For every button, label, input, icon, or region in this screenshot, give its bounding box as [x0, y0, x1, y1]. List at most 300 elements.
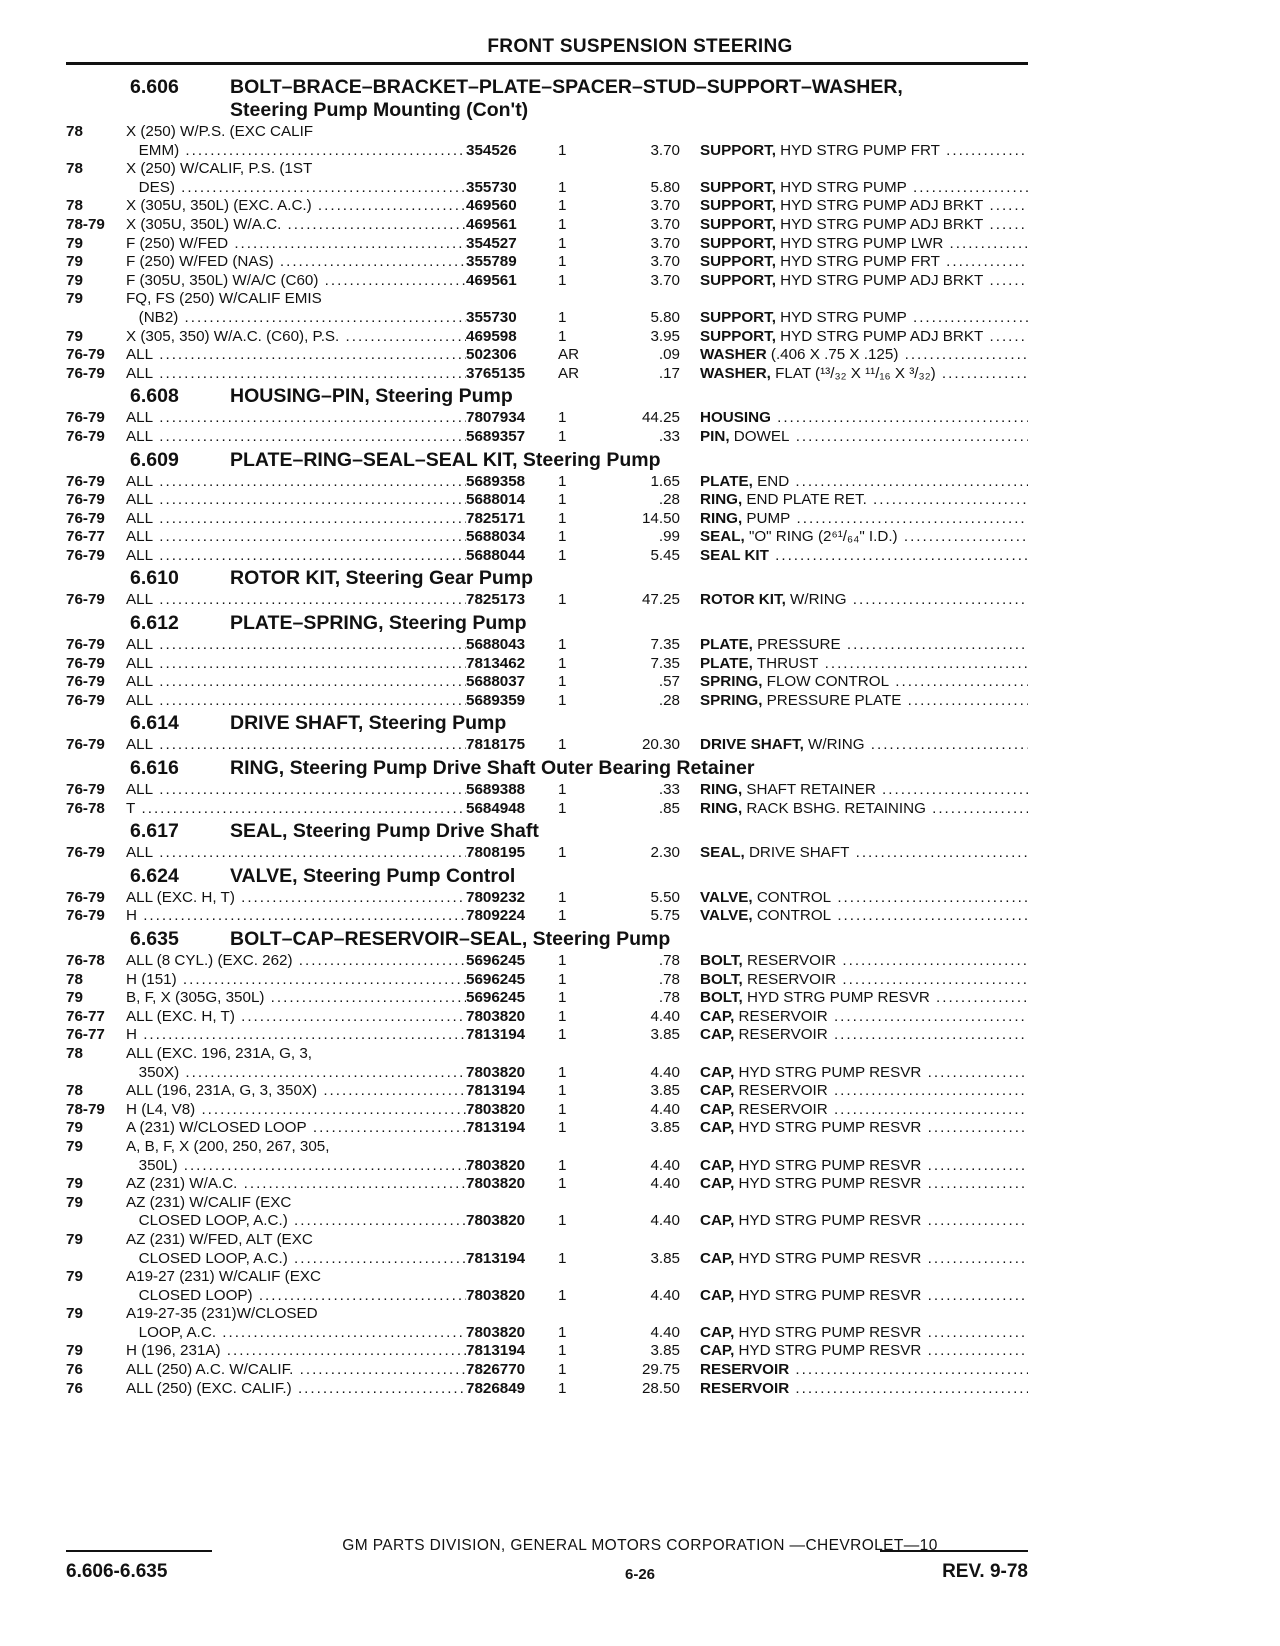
part-name: SEAL KIT: [700, 546, 769, 564]
part-name: CAP,: [700, 1119, 735, 1137]
section-title: VALVE, Steering Pump Control: [230, 864, 516, 887]
application-line: A (231) W/CLOSED LOOP .....: [126, 1119, 466, 1138]
part-number: 7803820: [466, 1156, 526, 1174]
table-row: [66, 216, 1028, 235]
description: [700, 889, 1028, 908]
application-line: ALL .....: [126, 547, 466, 566]
section-number: 6.635: [130, 928, 179, 950]
section-number: 6.610: [130, 567, 179, 590]
description: [700, 309, 1028, 328]
part-name: BOLT,: [700, 989, 743, 1007]
description: [700, 235, 1028, 254]
part-detail: HYD STRG PUMP RESVR: [734, 1212, 922, 1230]
section-title: RING, Steering Pump Drive Shaft Outer Bearing Retainer: [230, 757, 755, 780]
quantity: AR: [558, 364, 580, 382]
model-year: 76-79: [66, 364, 105, 382]
quantity: 1: [558, 1286, 567, 1304]
quantity: 1: [558, 691, 567, 709]
quantity: 1: [558, 215, 567, 233]
price: 4.40: [650, 1156, 680, 1174]
section-heading: [66, 612, 1028, 635]
part-number: 7813194: [466, 1249, 526, 1267]
price: 3.70: [650, 141, 680, 159]
section-number: 6.612: [130, 612, 179, 635]
part-detail: HYD STRG PUMP: [775, 308, 907, 326]
application: [126, 1101, 466, 1120]
model-year: 76-79: [66, 781, 105, 799]
quantity: 1: [558, 781, 567, 799]
part-name: ROTOR KIT,: [700, 591, 786, 609]
application: [126, 1008, 466, 1027]
price: .33: [658, 781, 680, 799]
model-year: 76-79: [66, 888, 105, 906]
table-row: [66, 290, 1028, 327]
price: 44.25: [641, 409, 680, 427]
parts-section: [66, 76, 1028, 383]
part-number: 355730: [466, 178, 517, 196]
part-detail: W/RING: [803, 736, 865, 754]
model-year: 79: [66, 1119, 83, 1137]
application-line: ALL .....: [126, 692, 466, 711]
table-row: [66, 889, 1028, 908]
table-row: [66, 1194, 1028, 1231]
table-row: [66, 235, 1028, 254]
part-number: 7813462: [466, 654, 526, 672]
price: 2.30: [650, 844, 680, 862]
part-detail: HYD STRG PUMP RESVR: [734, 1119, 922, 1137]
application-line: ALL .....: [126, 636, 466, 655]
application: [126, 1380, 466, 1399]
application-line: F (250) W/FED .....: [126, 235, 466, 254]
model-year: 79: [66, 1193, 83, 1211]
application: [126, 123, 466, 160]
part-name: SEAL,: [700, 528, 745, 546]
part-number: 7826770: [466, 1361, 526, 1379]
table-row: [66, 1305, 1028, 1342]
application-line: X (305, 350) W/A.C. (C60), P.S. .....: [126, 328, 466, 347]
part-detail: CONTROL: [752, 888, 832, 906]
part-number: 7803820: [466, 1323, 526, 1341]
price: .28: [658, 691, 680, 709]
application: [126, 889, 466, 908]
table-row: [66, 591, 1028, 610]
application-line: ALL .....: [126, 781, 466, 800]
part-detail: HYD STRG PUMP RESVR: [734, 1323, 922, 1341]
description: [700, 473, 1028, 492]
description: [700, 547, 1028, 566]
table-row: [66, 365, 1028, 384]
part-detail: HYD STRG PUMP RESVR: [734, 1249, 922, 1267]
table-row: [66, 328, 1028, 347]
application-line: H .....: [126, 907, 466, 926]
quantity: 1: [558, 178, 567, 196]
price: 4.40: [650, 1323, 680, 1341]
model-year: 79: [66, 234, 83, 252]
application-line: ALL (8 CYL.) (EXC. 262) .....: [126, 952, 466, 971]
description: [700, 591, 1028, 610]
application-line: 350L) .....: [126, 1157, 466, 1176]
price: 7.35: [650, 654, 680, 672]
application: [126, 365, 466, 384]
section-title: BOLT–BRACE–BRACKET–PLATE–SPACER–STUD–SUPPORT–WASHER,: [230, 76, 903, 98]
application-line: ALL (EXC. 196, 231A, G, 3,: [126, 1044, 313, 1062]
section-number: 6.609: [130, 448, 179, 471]
description: [700, 800, 1028, 819]
part-name: RING,: [700, 799, 743, 817]
part-number: 502306: [466, 346, 517, 364]
parts-section: [66, 757, 1028, 818]
description: [700, 781, 1028, 800]
part-detail: RESERVOIR: [734, 1082, 828, 1100]
description: [700, 142, 1028, 161]
part-name: SUPPORT,: [700, 327, 776, 345]
part-number: 7803820: [466, 1175, 526, 1193]
model-year: 78: [66, 1082, 83, 1100]
table-row: [66, 491, 1028, 510]
quantity: 1: [558, 1119, 567, 1137]
price: 5.45: [650, 546, 680, 564]
application-line: ALL (250) A.C. W/CALIF. .....: [126, 1361, 466, 1380]
description: [700, 179, 1028, 198]
quantity: 1: [558, 253, 567, 271]
price: .99: [658, 528, 680, 546]
model-year: 78: [66, 970, 83, 988]
part-detail: HYD STRG PUMP FRT: [775, 253, 940, 271]
application: [126, 636, 466, 655]
application-line: ALL .....: [126, 844, 466, 863]
part-number: 7813194: [466, 1119, 526, 1137]
section-title: ROTOR KIT, Steering Gear Pump: [230, 567, 534, 590]
part-number: 7809224: [466, 907, 526, 925]
application: [126, 1361, 466, 1380]
quantity: 1: [558, 427, 567, 445]
model-year: 79: [66, 253, 83, 271]
quantity: 1: [558, 528, 567, 546]
application-line: A19-27 (231) W/CALIF (EXC: [126, 1268, 321, 1286]
parts-section: [66, 612, 1028, 710]
section-number: 6.614: [130, 712, 179, 735]
part-number: 7813194: [466, 1342, 526, 1360]
part-number: 5696245: [466, 989, 526, 1007]
part-name: PLATE,: [700, 636, 753, 654]
model-year: 76-78: [66, 799, 105, 817]
application: [126, 1305, 466, 1342]
quantity: 1: [558, 844, 567, 862]
part-name: VALVE,: [700, 907, 753, 925]
price: 5.80: [650, 308, 680, 326]
part-number: 7818175: [466, 736, 526, 754]
quantity: 1: [558, 591, 567, 609]
section-heading: [66, 820, 1028, 843]
part-detail: PRESSURE PLATE: [762, 691, 902, 709]
quantity: 1: [558, 409, 567, 427]
table-row: [66, 1342, 1028, 1361]
table-row: [66, 1008, 1028, 1027]
section-title-continued: Steering Pump Mounting (Con't): [230, 99, 529, 121]
application-line: (NB2) .....: [126, 309, 466, 328]
application: [126, 844, 466, 863]
description: [700, 844, 1028, 863]
model-year: 76-79: [66, 491, 105, 509]
model-year: 76-77: [66, 1007, 105, 1025]
part-name: SUPPORT,: [700, 234, 776, 252]
model-year: 79: [66, 1305, 83, 1323]
application-line: X (305U, 350L) (EXC. A.C.) .....: [126, 197, 466, 216]
application-line: H (151) .....: [126, 971, 466, 990]
application: [126, 346, 466, 365]
price: 3.70: [650, 215, 680, 233]
application: [126, 1342, 466, 1361]
table-row: [66, 636, 1028, 655]
application-line: X (250) W/P.S. (EXC CALIF: [126, 123, 314, 140]
part-name: VALVE,: [700, 888, 753, 906]
table-row: [66, 673, 1028, 692]
price: .28: [658, 491, 680, 509]
application: [126, 328, 466, 347]
part-detail: HYD STRG PUMP ADJ BRKT: [775, 271, 984, 289]
part-number: 7807934: [466, 409, 526, 427]
part-name: PLATE,: [700, 654, 753, 672]
table-row: [66, 971, 1028, 990]
application-line: CLOSED LOOP, A.C.) .....: [126, 1212, 466, 1231]
description: [700, 989, 1028, 1008]
parts-listing: [66, 74, 1028, 1398]
quantity: 1: [558, 799, 567, 817]
quantity: 1: [558, 1361, 567, 1379]
application: [126, 216, 466, 235]
description: [700, 1212, 1028, 1231]
part-number: 355730: [466, 308, 517, 326]
table-row: [66, 428, 1028, 447]
part-name: WASHER: [700, 346, 767, 364]
description: [700, 1175, 1028, 1194]
part-name: RING,: [700, 509, 743, 527]
application: [126, 160, 466, 197]
parts-section: [66, 928, 1028, 1398]
part-number: 5688034: [466, 528, 526, 546]
quantity: 1: [558, 546, 567, 564]
table-row: [66, 197, 1028, 216]
part-number: 5696245: [466, 970, 526, 988]
part-name: SUPPORT,: [700, 178, 776, 196]
description: [700, 907, 1028, 926]
price: 4.40: [650, 1212, 680, 1230]
application-line: AZ (231) W/FED, ALT (EXC: [126, 1230, 313, 1248]
table-row: [66, 1361, 1028, 1380]
part-detail: END: [752, 472, 790, 490]
quantity: 1: [558, 1007, 567, 1025]
part-detail: HYD STRG PUMP ADJ BRKT: [775, 215, 984, 233]
part-number: 3765135: [466, 364, 526, 382]
part-name: CAP,: [700, 1342, 735, 1360]
part-name: CAP,: [700, 1212, 735, 1230]
model-year: 79: [66, 327, 83, 345]
parts-section: [66, 449, 1028, 566]
description: [700, 736, 1028, 755]
description: [700, 636, 1028, 655]
price: 3.85: [650, 1249, 680, 1267]
description: [700, 491, 1028, 510]
price: 3.85: [650, 1342, 680, 1360]
price: 5.75: [650, 907, 680, 925]
quantity: 1: [558, 1082, 567, 1100]
application-line: H (196, 231A) .....: [126, 1342, 466, 1361]
parts-section: [66, 712, 1028, 755]
application: [126, 1175, 466, 1194]
application: [126, 272, 466, 291]
price: 4.40: [650, 1063, 680, 1081]
table-row: [66, 952, 1028, 971]
price: .78: [658, 970, 680, 988]
table-row: [66, 346, 1028, 365]
application: [126, 1045, 466, 1082]
section-heading: [66, 928, 1028, 951]
quantity: 1: [558, 1063, 567, 1081]
part-name: PIN,: [700, 427, 730, 445]
price: 4.40: [650, 1100, 680, 1118]
application: [126, 235, 466, 254]
model-year: 76-79: [66, 907, 105, 925]
part-name: PLATE,: [700, 472, 753, 490]
table-row: [66, 1119, 1028, 1138]
application-line: ALL (250) (EXC. CALIF.) .....: [126, 1380, 466, 1399]
table-row: [66, 1175, 1028, 1194]
part-name: SEAL,: [700, 844, 745, 862]
model-year: 78: [66, 1044, 83, 1062]
section-heading: [66, 712, 1028, 735]
part-name: CAP,: [700, 1082, 735, 1100]
application-line: H (L4, V8) .....: [126, 1101, 466, 1120]
description: [700, 655, 1028, 674]
quantity: 1: [558, 1379, 567, 1397]
model-year: 76-79: [66, 509, 105, 527]
model-year: 79: [66, 271, 83, 289]
part-number: 469561: [466, 215, 517, 233]
part-number: 5688037: [466, 673, 526, 691]
price: 5.80: [650, 178, 680, 196]
model-year: 76-77: [66, 1026, 105, 1044]
application: [126, 1268, 466, 1305]
application-line: CLOSED LOOP) .....: [126, 1287, 466, 1306]
part-number: 469560: [466, 197, 517, 215]
part-detail: SHAFT RETAINER: [742, 781, 876, 799]
part-number: 354527: [466, 234, 517, 252]
table-row: [66, 989, 1028, 1008]
part-detail: DOWEL: [729, 427, 790, 445]
description: [700, 673, 1028, 692]
application: [126, 655, 466, 674]
header-rule: [66, 62, 1028, 65]
application-line: F (305U, 350L) W/A/C (C60) .....: [126, 272, 466, 291]
price: 28.50: [641, 1379, 680, 1397]
price: 3.85: [650, 1119, 680, 1137]
model-year: 76-78: [66, 952, 105, 969]
quantity: 1: [558, 491, 567, 509]
section-title: BOLT–CAP–RESERVOIR–SEAL, Steering Pump: [230, 928, 671, 950]
part-name: CAP,: [700, 1323, 735, 1341]
model-year: 76-79: [66, 636, 105, 654]
part-detail: FLOW CONTROL: [762, 673, 890, 691]
model-year: 78-79: [66, 215, 105, 233]
table-row: [66, 473, 1028, 492]
application: [126, 528, 466, 547]
part-number: 5689359: [466, 691, 526, 709]
part-name: CAP,: [700, 1100, 735, 1118]
quantity: 1: [558, 636, 567, 654]
application-line: F (250) W/FED (NAS) .....: [126, 253, 466, 272]
table-row: [66, 547, 1028, 566]
application: [126, 253, 466, 272]
description: [700, 1287, 1028, 1306]
part-detail: HYD STRG PUMP ADJ BRKT: [775, 197, 984, 215]
description: [700, 1361, 1028, 1380]
part-detail: RESERVOIR: [734, 1007, 828, 1025]
application: [126, 510, 466, 529]
part-number: 5684948: [466, 799, 526, 817]
section-number: 6.606: [130, 76, 179, 98]
footer-revision: REV. 9-78: [942, 1561, 1028, 1582]
section-number: 6.617: [130, 820, 179, 843]
table-row: [66, 781, 1028, 800]
part-name: SUPPORT,: [700, 253, 776, 271]
table-row: [66, 1138, 1028, 1175]
part-number: 7813194: [466, 1026, 526, 1044]
part-number: 354526: [466, 141, 517, 159]
table-row: [66, 160, 1028, 197]
page-title: FRONT SUSPENSION STEERING: [487, 36, 793, 57]
price: 5.50: [650, 888, 680, 906]
section-heading: [66, 449, 1028, 472]
price: 4.40: [650, 1175, 680, 1193]
section-heading: [66, 76, 1028, 99]
part-detail: HYD STRG PUMP ADJ BRKT: [775, 327, 984, 345]
section-title: PLATE–RING–SEAL–SEAL KIT, Steering Pump: [230, 448, 661, 471]
application-line: ALL .....: [126, 591, 466, 610]
part-detail: W/RING: [785, 591, 847, 609]
application: [126, 1194, 466, 1231]
part-number: 355789: [466, 253, 517, 271]
price: 3.85: [650, 1082, 680, 1100]
part-name: RING,: [700, 781, 743, 799]
description: [700, 428, 1028, 447]
model-year: 76-79: [66, 427, 105, 445]
description: [700, 216, 1028, 235]
application: [126, 989, 466, 1008]
model-year: 78: [66, 160, 83, 178]
part-detail: RESERVOIR: [734, 1026, 828, 1044]
part-number: 7825171: [466, 509, 526, 527]
part-detail: FLAT (¹³/₃₂ X ¹¹/₁₆ X ³/₃₂): [770, 364, 936, 382]
quantity: 1: [558, 271, 567, 289]
quantity: 1: [558, 1342, 567, 1360]
description: [700, 971, 1028, 990]
application-line: B, F, X (305G, 350L) .....: [126, 989, 466, 1008]
table-row: [66, 1231, 1028, 1268]
part-name: RESERVOIR: [700, 1379, 790, 1397]
footer-page-number: 6-26: [624, 1566, 656, 1583]
table-row: [66, 272, 1028, 291]
model-year: 76: [66, 1361, 83, 1379]
part-name: CAP,: [700, 1249, 735, 1267]
application: [126, 781, 466, 800]
description: [700, 1324, 1028, 1343]
table-row: [66, 1082, 1028, 1101]
part-name: CAP,: [700, 1007, 735, 1025]
application: [126, 409, 466, 428]
table-row: [66, 1380, 1028, 1399]
description: [700, 1026, 1028, 1045]
parts-section: [66, 865, 1028, 926]
